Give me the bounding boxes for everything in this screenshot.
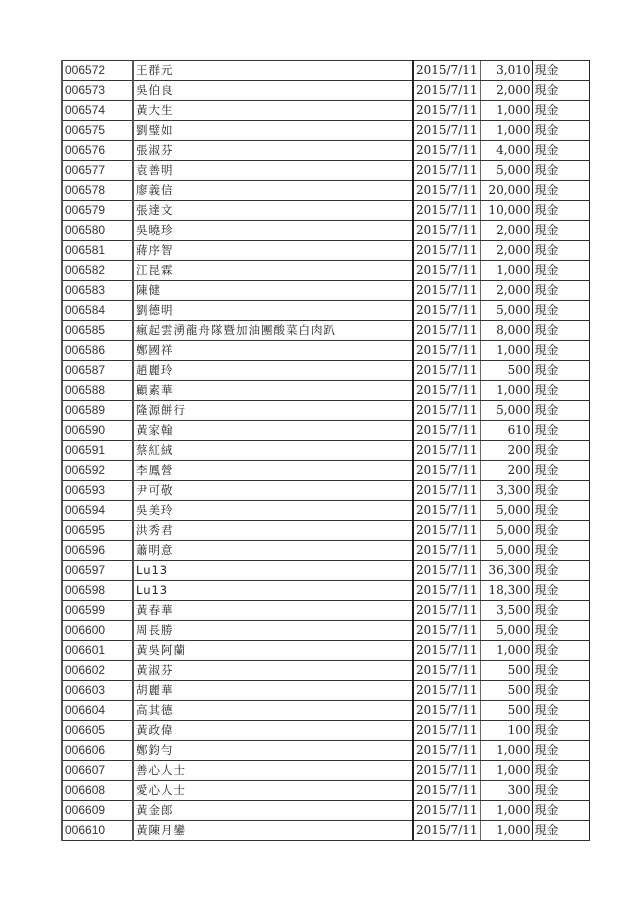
amount-cell: 1,000 <box>480 641 532 661</box>
donor-name-cell: 蕭明意 <box>133 541 413 561</box>
receipt-number-cell: 006593 <box>62 481 133 501</box>
donor-name-cell: 趙麗玲 <box>133 361 413 381</box>
amount-cell: 10,000 <box>480 201 532 221</box>
table-row <box>62 361 589 381</box>
donor-name-cell: 黃春華 <box>133 601 413 621</box>
payment-method-cell: 現金 <box>532 281 589 301</box>
donor-name-cell: 陳健 <box>133 281 413 301</box>
payment-method-cell: 現金 <box>532 221 589 241</box>
donor-name-cell: Lu13 <box>133 561 413 581</box>
donor-name-cell: 胡麗華 <box>133 681 413 701</box>
receipt-number-cell: 006595 <box>62 521 133 541</box>
payment-method-cell: 現金 <box>532 781 589 801</box>
date-cell: 2015/7/11 <box>413 421 480 441</box>
table-row <box>62 401 589 421</box>
donor-name-cell: 廖義信 <box>133 181 413 201</box>
amount-cell: 200 <box>480 441 532 461</box>
donor-name-cell: 洪秀君 <box>133 521 413 541</box>
date-cell: 2015/7/11 <box>413 741 480 761</box>
donor-name-cell: 吳伯良 <box>133 81 413 101</box>
receipt-number-cell: 006582 <box>62 261 133 281</box>
date-cell: 2015/7/11 <box>413 101 480 121</box>
table-row <box>62 81 589 101</box>
table-row <box>62 621 589 641</box>
amount-cell: 500 <box>480 701 532 721</box>
donor-name-cell: 顧素華 <box>133 381 413 401</box>
table-row <box>62 301 589 321</box>
amount-cell: 4,000 <box>480 141 532 161</box>
donor-name-cell: 黃大生 <box>133 101 413 121</box>
table-row <box>62 781 589 801</box>
donor-name-cell: 吳曉珍 <box>133 221 413 241</box>
date-cell: 2015/7/11 <box>413 581 480 601</box>
table-row <box>62 541 589 561</box>
amount-cell: 1,000 <box>480 341 532 361</box>
receipt-number-cell: 006606 <box>62 741 133 761</box>
amount-cell: 1,000 <box>480 761 532 781</box>
amount-cell: 500 <box>480 361 532 381</box>
amount-cell: 100 <box>480 721 532 741</box>
payment-method-cell: 現金 <box>532 581 589 601</box>
payment-method-cell: 現金 <box>532 361 589 381</box>
donor-name-cell: 蔡紅絨 <box>133 441 413 461</box>
amount-cell: 2,000 <box>480 81 532 101</box>
amount-cell: 2,000 <box>480 221 532 241</box>
receipt-number-cell: 006602 <box>62 661 133 681</box>
date-cell: 2015/7/11 <box>413 361 480 381</box>
amount-cell: 3,010 <box>480 61 532 81</box>
date-cell: 2015/7/11 <box>413 201 480 221</box>
amount-cell: 18,300 <box>480 581 532 601</box>
date-cell: 2015/7/11 <box>413 801 480 821</box>
table-row <box>62 501 589 521</box>
receipt-number-cell: 006575 <box>62 121 133 141</box>
payment-method-cell: 現金 <box>532 481 589 501</box>
amount-cell: 5,000 <box>480 621 532 641</box>
payment-method-cell: 現金 <box>532 461 589 481</box>
amount-cell: 3,500 <box>480 601 532 621</box>
amount-cell: 5,000 <box>480 501 532 521</box>
payment-method-cell: 現金 <box>532 161 589 181</box>
payment-method-cell: 現金 <box>532 681 589 701</box>
receipt-number-cell: 006589 <box>62 401 133 421</box>
amount-cell: 1,000 <box>480 741 532 761</box>
receipt-number-cell: 006574 <box>62 101 133 121</box>
receipt-number-cell: 006576 <box>62 141 133 161</box>
receipt-number-cell: 006604 <box>62 701 133 721</box>
receipt-number-cell: 006600 <box>62 621 133 641</box>
table-row <box>62 381 589 401</box>
amount-cell: 300 <box>480 781 532 801</box>
table-row <box>62 761 589 781</box>
amount-cell: 1,000 <box>480 381 532 401</box>
table-row <box>62 661 589 681</box>
payment-method-cell: 現金 <box>532 141 589 161</box>
table-row <box>62 701 589 721</box>
amount-cell: 1,000 <box>480 801 532 821</box>
donor-name-cell: 黃家翰 <box>133 421 413 441</box>
date-cell: 2015/7/11 <box>413 341 480 361</box>
receipt-number-cell: 006597 <box>62 561 133 581</box>
amount-cell: 1,000 <box>480 101 532 121</box>
table-row <box>62 481 589 501</box>
receipt-number-cell: 006609 <box>62 801 133 821</box>
payment-method-cell: 現金 <box>532 641 589 661</box>
receipt-number-cell: 006580 <box>62 221 133 241</box>
payment-method-cell: 現金 <box>532 101 589 121</box>
donor-name-cell: 鄭鈞勻 <box>133 741 413 761</box>
receipt-number-cell: 006591 <box>62 441 133 461</box>
receipt-number-cell: 006601 <box>62 641 133 661</box>
table-row <box>62 801 589 821</box>
payment-method-cell: 現金 <box>532 81 589 101</box>
receipt-number-cell: 006610 <box>62 821 133 841</box>
donor-name-cell: 黃淑芬 <box>133 661 413 681</box>
table-row <box>62 581 589 601</box>
table-row <box>62 201 589 221</box>
donor-name-cell: 愛心人士 <box>133 781 413 801</box>
receipt-number-cell: 006598 <box>62 581 133 601</box>
payment-method-cell: 現金 <box>532 241 589 261</box>
table-row <box>62 821 589 841</box>
amount-cell: 1,000 <box>480 821 532 841</box>
donor-name-cell: 黃吳阿蘭 <box>133 641 413 661</box>
donor-name-cell: 張達文 <box>133 201 413 221</box>
payment-method-cell: 現金 <box>532 401 589 421</box>
receipt-number-cell: 006579 <box>62 201 133 221</box>
date-cell: 2015/7/11 <box>413 541 480 561</box>
donor-name-cell: Lu13 <box>133 581 413 601</box>
date-cell: 2015/7/11 <box>413 461 480 481</box>
payment-method-cell: 現金 <box>532 761 589 781</box>
payment-method-cell: 現金 <box>532 421 589 441</box>
date-cell: 2015/7/11 <box>413 61 480 81</box>
date-cell: 2015/7/11 <box>413 81 480 101</box>
receipt-number-cell: 006583 <box>62 281 133 301</box>
table-row <box>62 101 589 121</box>
amount-cell: 1,000 <box>480 121 532 141</box>
date-cell: 2015/7/11 <box>413 241 480 261</box>
donor-name-cell: 高其德 <box>133 701 413 721</box>
payment-method-cell: 現金 <box>532 821 589 841</box>
table-row <box>62 521 589 541</box>
table-row <box>62 421 589 441</box>
receipt-number-cell: 006592 <box>62 461 133 481</box>
amount-cell: 610 <box>480 421 532 441</box>
amount-cell: 200 <box>480 461 532 481</box>
donor-name-cell: 善心人士 <box>133 761 413 781</box>
amount-cell: 5,000 <box>480 161 532 181</box>
receipt-number-cell: 006572 <box>62 61 133 81</box>
ledger-body <box>62 61 589 841</box>
date-cell: 2015/7/11 <box>413 721 480 741</box>
receipt-number-cell: 006608 <box>62 781 133 801</box>
donor-name-cell: 周長勝 <box>133 621 413 641</box>
payment-method-cell: 現金 <box>532 261 589 281</box>
amount-cell: 2,000 <box>480 281 532 301</box>
payment-method-cell: 現金 <box>532 521 589 541</box>
table-row <box>62 221 589 241</box>
payment-method-cell: 現金 <box>532 341 589 361</box>
donor-name-cell: 隆源餅行 <box>133 401 413 421</box>
date-cell: 2015/7/11 <box>413 141 480 161</box>
amount-cell: 2,000 <box>480 241 532 261</box>
date-cell: 2015/7/11 <box>413 261 480 281</box>
table-row <box>62 61 589 81</box>
date-cell: 2015/7/11 <box>413 401 480 421</box>
amount-cell: 5,000 <box>480 541 532 561</box>
payment-method-cell: 現金 <box>532 381 589 401</box>
table-row <box>62 341 589 361</box>
payment-method-cell: 現金 <box>532 741 589 761</box>
donor-name-cell: 鄭國祥 <box>133 341 413 361</box>
donor-name-cell: 蔣序智 <box>133 241 413 261</box>
payment-method-cell: 現金 <box>532 121 589 141</box>
payment-method-cell: 現金 <box>532 301 589 321</box>
donor-name-cell: 王群元 <box>133 61 413 81</box>
amount-cell: 5,000 <box>480 301 532 321</box>
date-cell: 2015/7/11 <box>413 481 480 501</box>
payment-method-cell: 現金 <box>532 61 589 81</box>
amount-cell: 1,000 <box>480 261 532 281</box>
date-cell: 2015/7/11 <box>413 321 480 341</box>
receipt-number-cell: 006596 <box>62 541 133 561</box>
table-row <box>62 241 589 261</box>
payment-method-cell: 現金 <box>532 501 589 521</box>
date-cell: 2015/7/11 <box>413 761 480 781</box>
table-row <box>62 141 589 161</box>
receipt-number-cell: 006584 <box>62 301 133 321</box>
payment-method-cell: 現金 <box>532 201 589 221</box>
receipt-number-cell: 006588 <box>62 381 133 401</box>
table-row <box>62 721 589 741</box>
date-cell: 2015/7/11 <box>413 501 480 521</box>
date-cell: 2015/7/11 <box>413 161 480 181</box>
amount-cell: 5,000 <box>480 521 532 541</box>
table-row <box>62 261 589 281</box>
table-row <box>62 681 589 701</box>
table-row <box>62 741 589 761</box>
receipt-number-cell: 006577 <box>62 161 133 181</box>
payment-method-cell: 現金 <box>532 561 589 581</box>
donor-name-cell: 李鳳營 <box>133 461 413 481</box>
receipt-number-cell: 006590 <box>62 421 133 441</box>
date-cell: 2015/7/11 <box>413 661 480 681</box>
payment-method-cell: 現金 <box>532 601 589 621</box>
donor-name-cell: 袁善明 <box>133 161 413 181</box>
donor-name-cell: 黃金郎 <box>133 801 413 821</box>
table-row <box>62 561 589 581</box>
donor-name-cell: 劉璧如 <box>133 121 413 141</box>
payment-method-cell: 現金 <box>532 801 589 821</box>
donor-name-cell: 瘋起雲湧龍舟隊暨加油團酸菜白肉趴 <box>133 321 413 341</box>
date-cell: 2015/7/11 <box>413 521 480 541</box>
receipt-number-cell: 006594 <box>62 501 133 521</box>
amount-cell: 500 <box>480 661 532 681</box>
receipt-number-cell: 006586 <box>62 341 133 361</box>
receipt-number-cell: 006585 <box>62 321 133 341</box>
table-row <box>62 321 589 341</box>
receipt-number-cell: 006607 <box>62 761 133 781</box>
amount-cell: 500 <box>480 681 532 701</box>
receipt-number-cell: 006573 <box>62 81 133 101</box>
receipt-number-cell: 006605 <box>62 721 133 741</box>
payment-method-cell: 現金 <box>532 721 589 741</box>
date-cell: 2015/7/11 <box>413 561 480 581</box>
payment-method-cell: 現金 <box>532 441 589 461</box>
donor-name-cell: 尹可敬 <box>133 481 413 501</box>
amount-cell: 36,300 <box>480 561 532 581</box>
date-cell: 2015/7/11 <box>413 601 480 621</box>
date-cell: 2015/7/11 <box>413 281 480 301</box>
donor-name-cell: 劉德明 <box>133 301 413 321</box>
payment-method-cell: 現金 <box>532 621 589 641</box>
payment-method-cell: 現金 <box>532 701 589 721</box>
date-cell: 2015/7/11 <box>413 621 480 641</box>
date-cell: 2015/7/11 <box>413 181 480 201</box>
table-row <box>62 281 589 301</box>
date-cell: 2015/7/11 <box>413 701 480 721</box>
table-row <box>62 161 589 181</box>
donor-name-cell: 黃陳月鑾 <box>133 821 413 841</box>
amount-cell: 3,300 <box>480 481 532 501</box>
date-cell: 2015/7/11 <box>413 301 480 321</box>
payment-method-cell: 現金 <box>532 181 589 201</box>
table-row <box>62 441 589 461</box>
receipt-number-cell: 006578 <box>62 181 133 201</box>
date-cell: 2015/7/11 <box>413 781 480 801</box>
date-cell: 2015/7/11 <box>413 641 480 661</box>
donor-name-cell: 江昆霖 <box>133 261 413 281</box>
donation-ledger-table <box>61 60 590 841</box>
date-cell: 2015/7/11 <box>413 821 480 841</box>
donor-name-cell: 吳美玲 <box>133 501 413 521</box>
table-row <box>62 121 589 141</box>
payment-method-cell: 現金 <box>532 321 589 341</box>
receipt-number-cell: 006587 <box>62 361 133 381</box>
donor-name-cell: 張淑芬 <box>133 141 413 161</box>
date-cell: 2015/7/11 <box>413 381 480 401</box>
payment-method-cell: 現金 <box>532 661 589 681</box>
receipt-number-cell: 006581 <box>62 241 133 261</box>
receipt-number-cell: 006603 <box>62 681 133 701</box>
amount-cell: 8,000 <box>480 321 532 341</box>
table-row <box>62 601 589 621</box>
receipt-number-cell: 006599 <box>62 601 133 621</box>
date-cell: 2015/7/11 <box>413 221 480 241</box>
donor-name-cell: 黃政偉 <box>133 721 413 741</box>
payment-method-cell: 現金 <box>532 541 589 561</box>
date-cell: 2015/7/11 <box>413 441 480 461</box>
date-cell: 2015/7/11 <box>413 681 480 701</box>
table-row <box>62 181 589 201</box>
table-row <box>62 461 589 481</box>
amount-cell: 5,000 <box>480 401 532 421</box>
date-cell: 2015/7/11 <box>413 121 480 141</box>
table-row <box>62 641 589 661</box>
amount-cell: 20,000 <box>480 181 532 201</box>
